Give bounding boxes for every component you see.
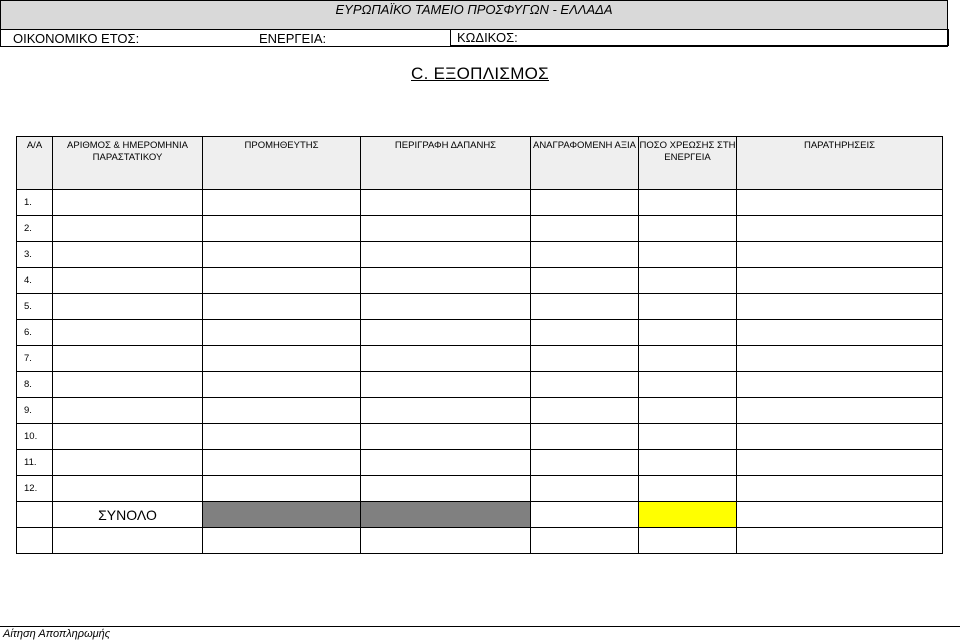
table-cell[interactable] [737,346,943,372]
table-row [17,398,943,424]
row-number: 4. [17,268,53,294]
table-cell[interactable] [53,450,203,476]
table-cell[interactable] [203,476,361,502]
row-number: 10. [17,424,53,450]
table-cell[interactable] [639,424,737,450]
table-cell[interactable] [737,372,943,398]
table-row [17,268,943,294]
table-row [17,216,943,242]
table-cell[interactable] [639,190,737,216]
table-cell[interactable] [361,476,531,502]
table-cell[interactable] [531,216,639,242]
row-number: 6. [17,320,53,346]
table-cell[interactable] [531,268,639,294]
column-header: ΠΟΣΟ ΧΡΕΩΣΗΣ ΣΤΗ ΕΝΕΡΓΕΙΑ [639,137,737,190]
row-number: 3. [17,242,53,268]
row-number: 5. [17,294,53,320]
total-cell-description [361,502,531,528]
table-cell[interactable] [361,372,531,398]
table-header-row [17,137,943,190]
row-number: 2. [17,216,53,242]
table-row [17,476,943,502]
table-cell[interactable] [639,294,737,320]
table-cell[interactable] [203,294,361,320]
table-cell[interactable] [203,372,361,398]
table-cell[interactable] [737,450,943,476]
document-banner [0,0,948,30]
table-cell[interactable] [531,294,639,320]
section-title: C. ΕΞΟΠΛΙΣΜΟΣ [411,64,549,83]
table-cell [17,502,53,528]
table-cell[interactable] [531,372,639,398]
table-cell[interactable] [361,450,531,476]
table-cell[interactable] [639,372,737,398]
table-cell[interactable] [17,528,53,554]
table-cell[interactable] [361,294,531,320]
table-cell[interactable] [361,320,531,346]
column-header: Α/Α [17,137,53,190]
table-cell[interactable] [531,320,639,346]
table-cell[interactable] [639,216,737,242]
table-cell[interactable] [203,216,361,242]
table-cell[interactable] [53,372,203,398]
table-row [17,294,943,320]
row-number: 7. [17,346,53,372]
table-cell[interactable] [203,346,361,372]
table-row [17,424,943,450]
table-cell[interactable] [531,424,639,450]
table-cell[interactable] [203,398,361,424]
table-cell[interactable] [737,268,943,294]
expense-table [16,136,943,554]
table-cell[interactable] [639,242,737,268]
total-cell-stated-value[interactable] [531,502,639,528]
table-cell[interactable] [203,190,361,216]
action-label: ΕΝΕΡΓΕΙΑ: [259,31,327,46]
table-row [17,372,943,398]
table-cell[interactable] [203,320,361,346]
table-cell[interactable] [361,398,531,424]
column-header: ΑΝΑΓΡΑΦΟΜΕΝΗ ΑΞΙΑ [531,137,639,190]
table-row [17,450,943,476]
table-cell[interactable] [531,450,639,476]
table-row [17,346,943,372]
table-cell[interactable] [53,294,203,320]
footer-divider [0,626,960,627]
table-row [17,190,943,216]
total-cell-remarks[interactable] [737,502,943,528]
table-cell[interactable] [737,216,943,242]
table-cell[interactable] [53,320,203,346]
table-cell[interactable] [361,346,531,372]
code-field[interactable] [450,29,949,46]
table-cell[interactable] [361,242,531,268]
table-cell[interactable] [737,476,943,502]
document-title: ΕΥΡΩΠΑΪΚΟ ΤΑΜΕΙΟ ΠΡΟΣΦΥΓΩΝ - ΕΛΛΑΔΑ [335,2,613,17]
table-cell[interactable] [361,190,531,216]
table-cell[interactable] [737,294,943,320]
table-cell[interactable] [639,398,737,424]
table-cell[interactable] [53,190,203,216]
table-cell[interactable] [737,242,943,268]
column-header: ΠΕΡΙΓΡΑΦΗ ΔΑΠΑΝΗΣ [361,137,531,190]
table-cell[interactable] [203,450,361,476]
row-number: 8. [17,372,53,398]
table-cell[interactable] [361,216,531,242]
table-cell[interactable] [53,424,203,450]
table-cell[interactable] [531,346,639,372]
table-cell[interactable] [531,528,639,554]
code-label: ΚΩΔΙΚΟΣ: [457,30,518,45]
total-cell-charged-amount[interactable] [639,502,737,528]
table-cell[interactable] [531,476,639,502]
table-cell[interactable] [53,242,203,268]
table-cell[interactable] [53,476,203,502]
table-cell[interactable] [531,242,639,268]
table-cell[interactable] [639,320,737,346]
footer-text: Αίτηση Αποπληρωμής [3,628,111,640]
table-cell[interactable] [737,424,943,450]
total-cell-supplier [203,502,361,528]
table-cell[interactable] [639,476,737,502]
table-cell[interactable] [639,268,737,294]
table-cell[interactable] [639,450,737,476]
row-number: 9. [17,398,53,424]
table-cell[interactable] [531,398,639,424]
table-cell[interactable] [737,528,943,554]
table-cell[interactable] [737,320,943,346]
row-number: 11. [17,450,53,476]
table-cell[interactable] [361,424,531,450]
fiscal-year-label: ΟΙΚΟΝΟΜΙΚΟ ΕΤΟΣ: [13,31,140,46]
column-header: ΠΑΡΑΤΗΡΗΣΕΙΣ [737,137,943,190]
table-cell[interactable] [361,528,531,554]
table-row [17,242,943,268]
table-cell[interactable] [203,268,361,294]
table-cell[interactable] [737,398,943,424]
table-cell[interactable] [53,346,203,372]
blank-row [17,528,943,554]
table-cell[interactable] [639,346,737,372]
table-cell[interactable] [203,528,361,554]
total-label: ΣΥΝΟΛΟ [53,502,203,528]
table-cell[interactable] [361,268,531,294]
row-number: 12. [17,476,53,502]
table-cell[interactable] [737,190,943,216]
table-cell[interactable] [203,424,361,450]
table-cell[interactable] [531,190,639,216]
total-row [17,502,943,528]
column-header: ΠΡΟΜΗΘΕΥΤΗΣ [203,137,361,190]
table-cell[interactable] [53,528,203,554]
meta-row [0,30,948,47]
table-cell[interactable] [53,398,203,424]
table-cell[interactable] [203,242,361,268]
table-cell[interactable] [53,216,203,242]
table-cell[interactable] [53,268,203,294]
table-cell[interactable] [639,528,737,554]
table-row [17,320,943,346]
row-number: 1. [17,190,53,216]
column-header: ΑΡΙΘΜΟΣ & ΗΜΕΡΟΜΗΝΙΑ ΠΑΡΑΣΤΑΤΙΚΟΥ [53,137,203,190]
